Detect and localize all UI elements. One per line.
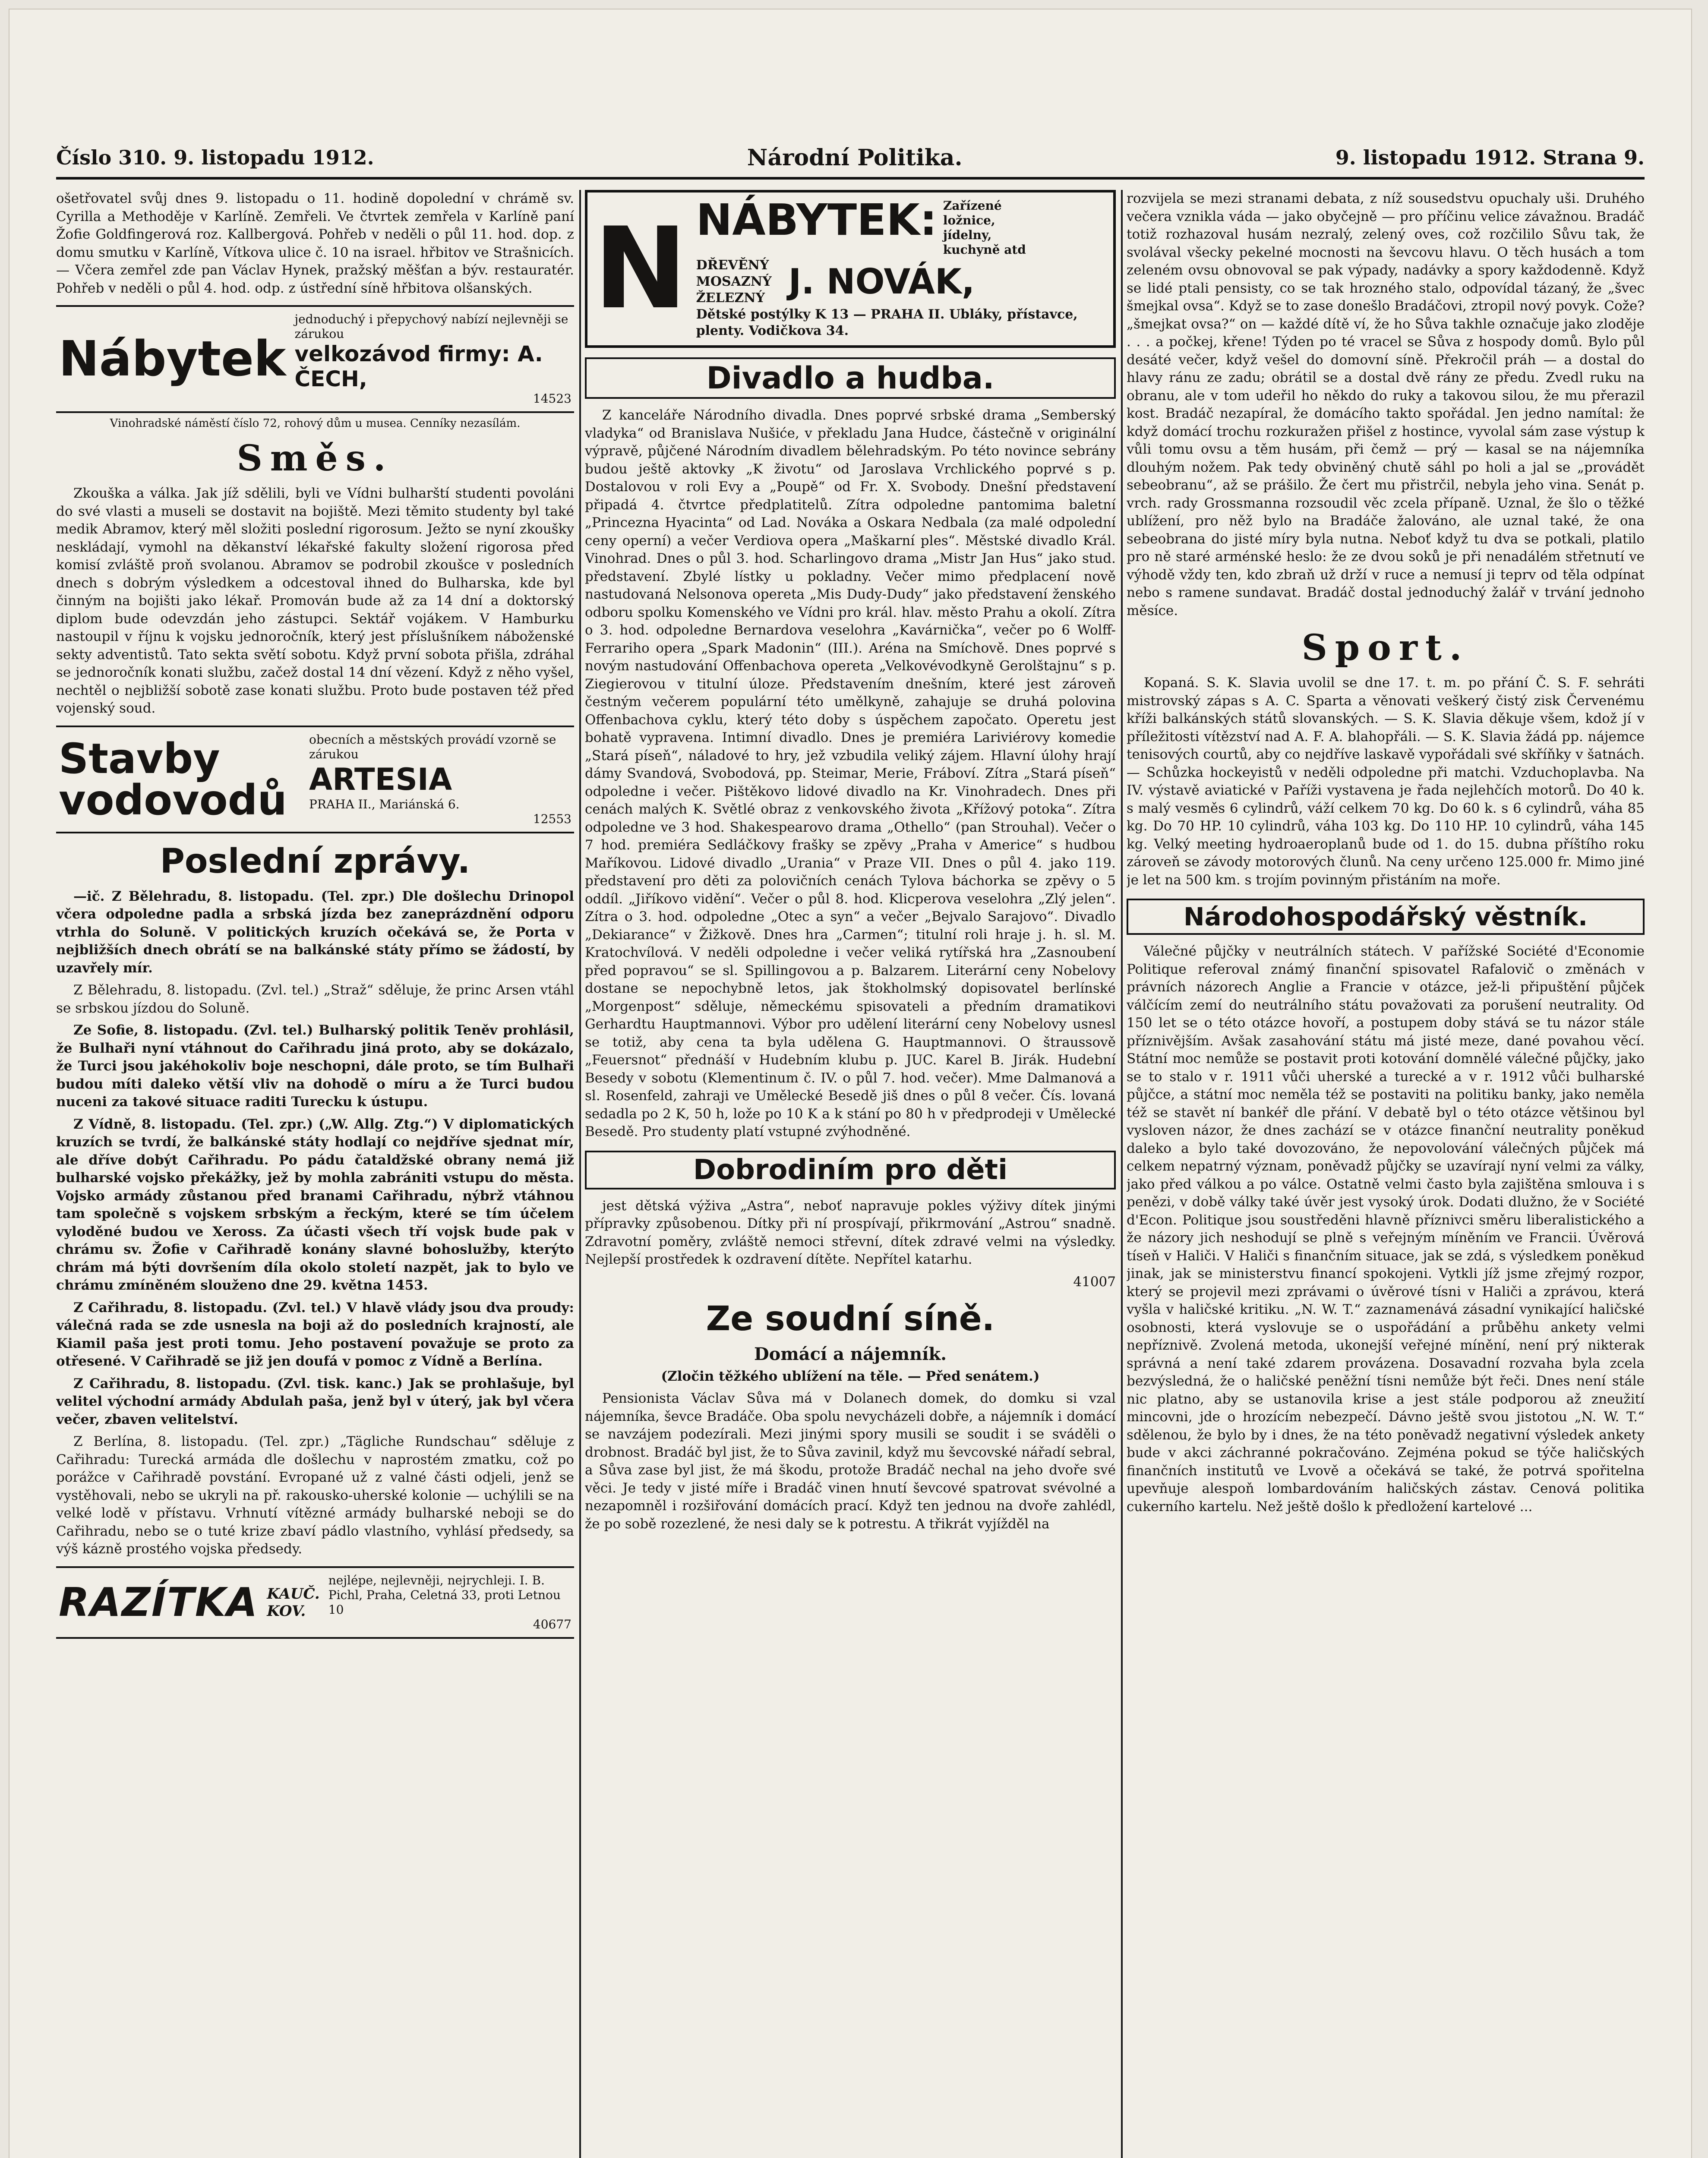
column-rule [1121,190,1123,2158]
soud-subtitle: (Zločin těžkého ublížení na těle. — Před senátem.) [661,1368,1040,1384]
ad-firm: ARTESIA [309,761,452,797]
ad-number: 14523 [533,391,571,406]
news-item: —ič. Z Bělehradu, 8. listopadu. (Tel. zpr.) Dle došlechu Drinopol včera odpoledne padla a srbská jízda bez zaneprázdnění odporu vtrhla do Soluně. V politických kruzích očekává se, že Porta v nejbližších dnech obrátí se na balkánské státy přímo se žádostí, by uzavřely mír. [56,888,574,976]
section-title-divadlo: Divadlo a hudba. [585,357,1116,399]
section-title-economy: Národohospodářský věstník. [1127,899,1645,935]
section-title-smes: Směs. [237,438,394,479]
page-number: 9. listopadu 1912. Strana 9. [1335,146,1645,169]
news-item: Z Berlína, 8. listopadu. (Tel. zpr.) „Tägliche Rundschau“ sděluje z Cařihradu: Turecká armáda dle došlechu v naprostém zmatku, což po porážce v Cařihradě povstání. Evropané už z valné části odjeli, jenž se vystěhovali, nebo se ukryli na př. rakousko-uherské kolonie — uchýlili se na velké lodě v přístavu. Vrhnutí vítězné armády bulharské neboji se do Cařihradu, nebo se o tuté krize zbaví pádlo vlastního, vyhlásí předsedy, sa výš kázně prostého vojska předsedy. [56,1434,574,1557]
section-title-soud: Ze soudní síně. [706,1300,995,1338]
column-rule [579,190,581,2158]
ad-number: 41007 [1073,1274,1116,1290]
soud-subtitle: Domácí a nájemník. [754,1344,947,1364]
section-title-dobrodinim: Dobrodiním pro děti [585,1151,1116,1189]
ad-address: Vinohradské náměstí číslo 72, rohový dům u musea. Cenníky nezasílám. [110,417,521,430]
ad-materials: DŘEVĚNÝ MOSAZNÝ ŽELEZNÝ [696,258,772,306]
ad-furniture-cech [56,305,574,413]
section-title-sport: Sport. [1301,627,1470,669]
economy-text: Válečné půjčky v neutrálních státech. V pařížské Société d'Economie Politique referoval známý finanční spisovatel Rafalovič o změnách v právních názorech Anglie a Francie v otázce, jež-li připuštění půjček válčícím zemí do neutrálního státu považovati za porušení neutrality. Od 150 let se o této otázce hovoří, a postupem doby stává se tu názor stále příznivějším. Avšak zasahování státu má jisté meze, dané povahou věcí. Státní moc nemůže se postavit proti kotování domnělé válečné půjčky, jako se to stalo v r. 1911 vůči uherské a turecké a v r. 1912 vůči bulharské půjčce, a státní moc neměla též se postaviti na politiku banky, jako neměla též se stavět ní bankéř dle přání. V debatě byl o této otázce většinou byl vysloven názor, že dnes zachází se v otázce finanční neutrality poněkud daleko a bylo také dovozováno, že nepovolování válečných půjček má celkem nepatrný význam, poněvadž půjčky se uzavírají nyní velmi za války, jako před válkou a po válce. Ostatně velmi často byla zajištěna smlouva i s penězi, v době války také úvěr jest vysoký úrok. Dodati dlužno, že v Société d'Econ. Politique jsou soustředěni hlavně příznivci směru liberalistického a že názory jich neshodují se plně s veřejným míněním ve Francii. Úvěrová tíseň v Haliči. V Haliči s finančním situace, jak se zdá, s výsledkem poněkud jinak, jak se ministerstvu financí spokojeni. Vytkli jíž jsme zřejmý rozpor, který se projevil mezi zprávami o úvěrové tísni v Haliči a zprávou, která vyšla v haličské kritiku. „N. W. T.“ zaznamenává zásadní vynikající haličské osobnosti, která vyslovuje se o uspořádání a průběhu ankety velmi nepříznivě. Zvolená metoda, ukonejší veřejné mínění, není prý nikterak správná a není také zdarem provázena. Dosavadní rozvaha byla zcela bezvýsledná, že o haličské peněžní tísni nemůže být řeči. Dnes není stále nic platno, aby se ustanovila krise a jest stále podporou až zneužití mincovni, jde o hrozícím nebezpečí. Dávno ještě svou jistotou „N. W. T.“ sdělenou, že bylo by i dnes, že na této poněvadž negativní výsledek ankety bude v akci záchranné pokračováno. Zejména pokud se týče haličských finančních institutů ve Lvově a očekává se také, že potrvá spořitelna upevňuje alespoň lombardováním haličských zástav. Cenová politika cukerního kartelu. Než ještě došlo k předložení kartelové ... [1127,943,1645,1514]
ad-headline: Nábytek [59,331,286,387]
column-2 [585,190,1116,2158]
soud-continued: rozvijela se mezi stranami debata, z níž sousedstvu opuchaly uši. Druhého večera vznikla váda — jako obyčejně — pro příčinu velice závažnou. Bradáč totiž rozhazoval husám nezralý, zelený oves, což rozčililo Sůvu tak, že svolával všecky pekelné mocnosti na ševcovu hlavu. O těch husách a tom zeleném ovsu obnovoval se pak výpady, nadávky a spory každodenně. Když se lidé ptali pensisty, co se tak hrozného stalo, odpovídal tázaný, že „švec šmejkal ovsa“. Když se to zase donešlo Bradáčovi, ztropil nový povyk. Cože? „šmejkat ovsa?“ on — každé dítě ví, že ho Sůva takhle označuje jako zloděje . . . a počkej, křene! Týden po té vracel se Sůva z hospody domů. Bylo půl desáté večer, když vešel do domovní síně. Překročil práh — a dostal do hlavy ránu ze zadu; obrátil se a dostal dvě rány ze předu. Zvedl ruku na obranu, ale v tom udeřil ho někdo do ruky a takovou silou, že mu přerazil kost. Bradáč nezapíral, že domácího takto spořádal. Jen jedno namítal: že když domácí trochu rozkuražen přišel z hostince, vyvolal sám zase výstup k vůli tomu ovsu a těm husám, při čemž — prý — kasal se na nájemníka dlouhým nožem. Pak tedy obviněný chutě sáhl po holi a jal se „provádět sebeobranu“, až se prášilo. Že čert mu přistrčil, nebyla jeho vina. Senát p. vrch. rady Grossmanna rozsoudil věc zcela přípaně. Uznal, že šlo o těžké ublížení, pro něž bylo na Bradáče žalováno, ale uznal také, že ona sebeobrana do jisté míry byla nutna. Neboť když tu dva se potkali, platilo pro ně staré arménské heslo: že ze dvou soků je při nenadálém střetnutí ve výhodě vždy ten, kdo zbraň už drží v ruce a nemusí ji teprv od těla odpínat nebo s ramene sundavat. Bradáč dostal jednoduchý žalář v trvání jednoho měsíce. [1127,191,1645,618]
ad-description: obecních a městských provádí vzorně se zárukou [309,732,556,761]
ad-novak [585,190,1116,348]
column-1 [56,190,574,2158]
divadlo-text: Z kanceláře Národního divadla. Dnes poprvé srbské drama „Semberský vladyka“ od Branislava Nušiće, v překladu Jana Hudce, částečně v originální výpravě, půjčené Národním divadlem bělehradským. Po této novince sebrány budou ještě aktovky „K životu“ od Jaroslava Vrchlického poprvé s p. Dostalovou v roli Evy a „Poupě“ od Fr. X. Svobody. Dnešní představení připadá 4. čtvrtce předplatitelů. Zítra odpoledne pantomima baletní „Princezna Hyacinta“ od Lad. Nováka a Oskara Nedbala (za malé odpolední ceny operní) a večer Verdiova opera „Maškarní ples“. Městské divadlo Král. Vinohrad. Dnes o půl 3. hod. Scharlingovo drama „Mistr Jan Hus“ jako stud. představení. Zbylé lístky u pokladny. Večer mimo předplacení nově nastudovaná Nelsonova opereta „Mis Dudy-Dudy“ jako představení ženského odboru spolku Komenského ve Vídni pro král. hlav. město Prahu a okolí. Zítra o 3. hod. odpoledne Bernardova veselohra „Kavárnička“, večer po 6 Wolff-Ferrariho opera „Spark Madonin“ (III.). Aréna na Smíchově. Dnes poprvé s novým nastudování Offenbachova opereta „Velkovévodkyně Gerolštajnu“ s p. Ziegierovou v titulní úloze. Představením dnešním, které jest zároveň čestným večerem populární této umělkyně, zahajuje se druhá polovina Offenbachova cyklu, který této doby s úspěchem započato. Operetu jest bohatě vypravena. Intimní divadlo. Dnes je premiéra Lariviérovy komedie „Stará píseň“, náladové to hry, jež vzbudila veliký zájem. Hlavní úlohy hrají dámy Svandová, Svobodová, pp. Steimar, Merie, Fráboví. Zítra „Stará píseň“ odpoledne i večer. Pištěkovo lidové divadlo na Kr. Vinohradech. Dnes při cenách malých K. Světlé obraz z venkovského života „Křížový potoka“. Zítra odpoledne ve 3 hod. Shakespearovo drama „Othello“ (pan Strouhal). Večer o 7 hod. premiéra Sedláčkovy frašky se zpěvy „Praha v Americe“ s hudbou Maříkovou. Lidové divadlo „Urania“ v Praze VII. Dnes o půl 4. jako 119. představení pro děti za polovičních cenách Tylova báchorka se zpěvy o 5 oddíl. „Jiříkovo vidění“. Večer o půl 8. hod. Klicperova veselohra „Zlý jelen“. Zítra o 3. hod. odpoledne „Otec a syn“ a večer „Bejvalo Sarajovo“. Divadlo „Dekiarance“ v Žižkově. Dnes hra „Carmen“; titulní roli hraje j. h. sl. M. Kratochvílová. V neděli odpoledne i večer veliká rytířská hra „Zasnoubení před popravou“ se sl. Spillingovou a p. Balzarem. Literární ceny Nobelovy dostane se nepochybně letos, jak štokholmský dopisovatel berlínské „Morgenpost“ sděluje, německému spisovateli a předním dramatikovi Gerhardtu Hauptmannovi. Výbor pro udělení literární ceny Nobelovy usnesl se totiž, aby cena ta byla udělena G. Hauptmannovi. O štraussově „Feuersnot“ přednáší v Hudebním klubu p. JUC. Karel B. Jirák. Hudební Besedy v sobotu (Klementinum č. IV. o půl 7. hod. večer). Mme Dalmanová a sl. Rosenfeld, zahraji ve Umělecké Besedě jiš dnes o půl 8 večer. Čís. lovaná sedadla po 2 K, 50 h, lože po 10 K a k stání po 80 h v předprodeji v Umělecké Besedě. Pro studenty platí vstupné zvýhodněné. [585,407,1116,1139]
running-head [56,138,1645,180]
news-item: Z Cařihradu, 8. listopadu. (Zvl. tel.) V hlavě vlády jsou dva proudy: válečná rada se zde usnesla na boji až do posledních krajností, ale Kiamil paša jest proti tomu. Jeho postavení považuje se proto za otřesené. V Cařihradě se již jen doufá v pomoc z Vídně a Berlína. [56,1300,574,1369]
ad-headline: NÁBYTEK: [696,195,937,245]
ad-description: Zařízené ložnice, jídelny, kuchyně atd [943,199,1026,257]
column-3 [1127,190,1645,2158]
ad-sub: KOV. [267,1602,306,1620]
ad-number: 40677 [533,1617,571,1631]
section-title-news: Poslední zprávy. [160,842,470,881]
soud-text: Pensionista Václav Sůva má v Dolanech domek, do domku si vzal nájemníka, ševce Bradáče. Oba spolu nevycházeli dobře, a nájemník i domácí se navzájem podezírali. Mezi jinými spory musili se soudit i se sváděli o drobnost. Bradáč byl jist, že to Sůva zavinil, když mu ševcovské nářadí sebral, a Sůva zase byl jist, že má škodu, protože Bradáč nechal na jeho dvoře své věci. Je tedy v jisté míře i Bradáč vinen hnutí ševcové spatrovat svévolné a nezapomněl i rozšiřování domácích prací. Když ten jednou na dvoře zahlédl, že po sobě rozezlené, že nesi daly se k potrestu. A třikrát vyjížděl na [585,1391,1116,1532]
ad-description: jednoduchý i přepychový nabízí nejlevněji se zárukou [294,312,568,341]
ad-firm: velkozávod firmy: A. ČECH, [294,341,543,391]
ad-razitka [56,1566,574,1639]
news-item: Ze Sofie, 8. listopadu. (Zvl. tel.) Bulharský politik Teněv prohlásil, že Bulhaři nyní vtáhnout do Cařihradu jiná proto, aby se dokázalo, že Turci jsou jakéhokoliv boje neschopni, dále proto, se tím Bulhaři budou míti daleko větší vliv na dohodě o míru a že Turci budou nuceni za takové situace raditi Turecku k ústupu. [56,1022,574,1110]
news-item: Z Cařihradu, 8. listopadu. (Zvl. tisk. kanc.) Jak se prohlašuje, byl velitel východní armády Abdulah paša, jenž byl v úterý, jak byl včera večer, zbaven velitelství. [56,1376,574,1427]
ad-description: nejlépe, nejlevněji, nejrychleji. I. B. Pichl, Praha, Celetná 33, proti Letnou 10 [328,1573,561,1617]
ad-address: PRAHA II., Mariánská 6. [309,797,460,811]
issue-number: Číslo 310. 9. listopadu 1912. [56,146,374,169]
ad-headline: RAZÍTKA [59,1579,259,1625]
ad-details: Dětské postýlky K 13 — PRAHA II. Ubláky, přístavce, plenty. Vodičkova 34. [696,307,1078,338]
news-item: Z Bělehradu, 8. listopadu. (Zvl. tel.) „Straž“ sděluje, že princ Arsen vtáhl se srbskou jízdou do Soluně. [56,982,574,1016]
ad-firm: J. NOVÁK, [788,262,975,302]
masthead-title: Národní Politika. [747,144,963,171]
ad-number: 12553 [533,811,571,826]
sport-text: Kopaná. S. K. Slavia uvolil se dne 17. t. m. po přání Č. S. F. sehráti mistrovský zápas s A. C. Sparta a věnovati veškerý čistý zisk Červenému kříži balkánských států slovanských. — S. K. Slavia děkuje všem, kdož jí v příležitosti vítězství nad A. F. A. blahopřáli. — S. K. Slavia žádá pp. nájemce tenisových courtů, aby co nejdříve laskavě vypořádali své skříňky v šatnách. — Schůzka hockeyistů v neděli odpoledne při matchi. Vzduchoplavba. Na IV. výstavě aviatické v Paříži vystavena je řada nejlehčích motorů. Do 40 k. s malý vesměs 6 cylindrů, váží celkem 70 kg. Do 60 k. s 6 cylindrů, váha 85 kg. Do 70 HP. 10 cylindrů, váha 103 kg. Do 110 HP. 10 cylindrů, váha 145 kg. Velký meeting hydroaeroplanů bude od 1. do 15. dubna příštího roku zároveň se závody motorových člunů. Na ceny určeno 125.000 fr. Mimo jiné je let na 500 km. s trojím povinným přistáním na moře. [1127,675,1645,888]
ad-initial: N [594,204,688,334]
news-item: Z Vídně, 8. listopadu. (Tel. zpr.) („W. Allg. Ztg.“) V diplomatických kruzích se tvrdí, že balkánské státy hodlají co nejdříve sjednat mír, ale dříve dobýt Cařihradu. Po pádu čataldžské obrany nemá již bulharské vojsko překážky, jež by mohla zabrániti vstupu do města. Vojsko armády zůstanou před branami Cařihradu, nýbrž vtáhnou tam společně s vojskem srbským a řeckým, které se tím účelem vyloděné budou ve Xeross. Za účasti všech tří vojsk bude pak v chrámu sv. Žofie v Cařihradě konány slavné bohoslužby, kterýto chrám má býti dovršením díla okolo století nazpět, jak to bylo ve chrámu zmíněném slouženo dne 29. května 1453. [56,1116,574,1293]
ad-artesia [56,726,574,833]
ad-sub: KAUČ. [267,1585,320,1603]
ad-headline: Stavby vodovodů [59,734,287,824]
smes-text: Zkouška a válka. Jak jíž sdělili, byli ve Vídni bulharští studenti povoláni do své vlasti a museli se dostavit na bojiště. Mezi těmito studenty byl také medik Abramov, který měl složiti poslední rigorosum. Ježto se nyní zkoušky neskládají, vymohl na děkanství lékařské fakulty složení rigorosa před komisí zvláště proň svolanou. Abramov se podrobil zkoušce v posledních dnech s dobrým výsledkem a odcestoval ihned do Bulharska, kde byl činným na bojišti jako lékař. Promován bude až za 14 dní a doktorský diplom bude odevzdán jeho zástupci. Sektář vojákem. V Hamburku nastoupil v říjnu k vojsku jednoročník, který jest příslušníkem náboženské sekty adventistů. Tato sekta světí sobotu. Když první sobota přišla, zdráhal se jednoročník konati službu, začež dostal 14 dní vězení. Když z něho vyšel, nechtěl o nejbližší sobotě zase konati službu. Proto bude postaven též před vojenský soud. [56,486,574,716]
dobrodinim-text: jest dětská výživa „Astra“, neboť napravuje pokles výživy dítek jinými přípravky způsobenou. Dítky při ní prospívají, přikrmování „Astrou“ snadně. Zdravotní poměry, zvláště nemoci střevní, dítek zdravé velmi na výsledky. Nejlepší prostředek k ozdravení dítěte. Nepřítel katarhu. [585,1198,1116,1267]
funeral-notices: ošetřovatel svůj dnes 9. listopadu o 11. hodině dopolední v chrámě sv. Cyrilla a Methoděje v Karlíně. Zemřeli. Ve čtvrtek zemřela v Karlíně paní Žofie Goldfingerová roz. Kallbergová. Pohřeb v neděli o půl 11. hod. dop. z domu smutku v Karlíně, Vítkova ulice č. 10 na israel. hřbitov ve Strašnicích. — Včera zemřel zde pan Václav Hynek, pražský měšťan a býv. restauratér. Pohřeb v neděli o půl 4. hod. odp. z ústřední síně hřbitova olšanských. [56,191,574,296]
newspaper-page [9,9,1692,2158]
